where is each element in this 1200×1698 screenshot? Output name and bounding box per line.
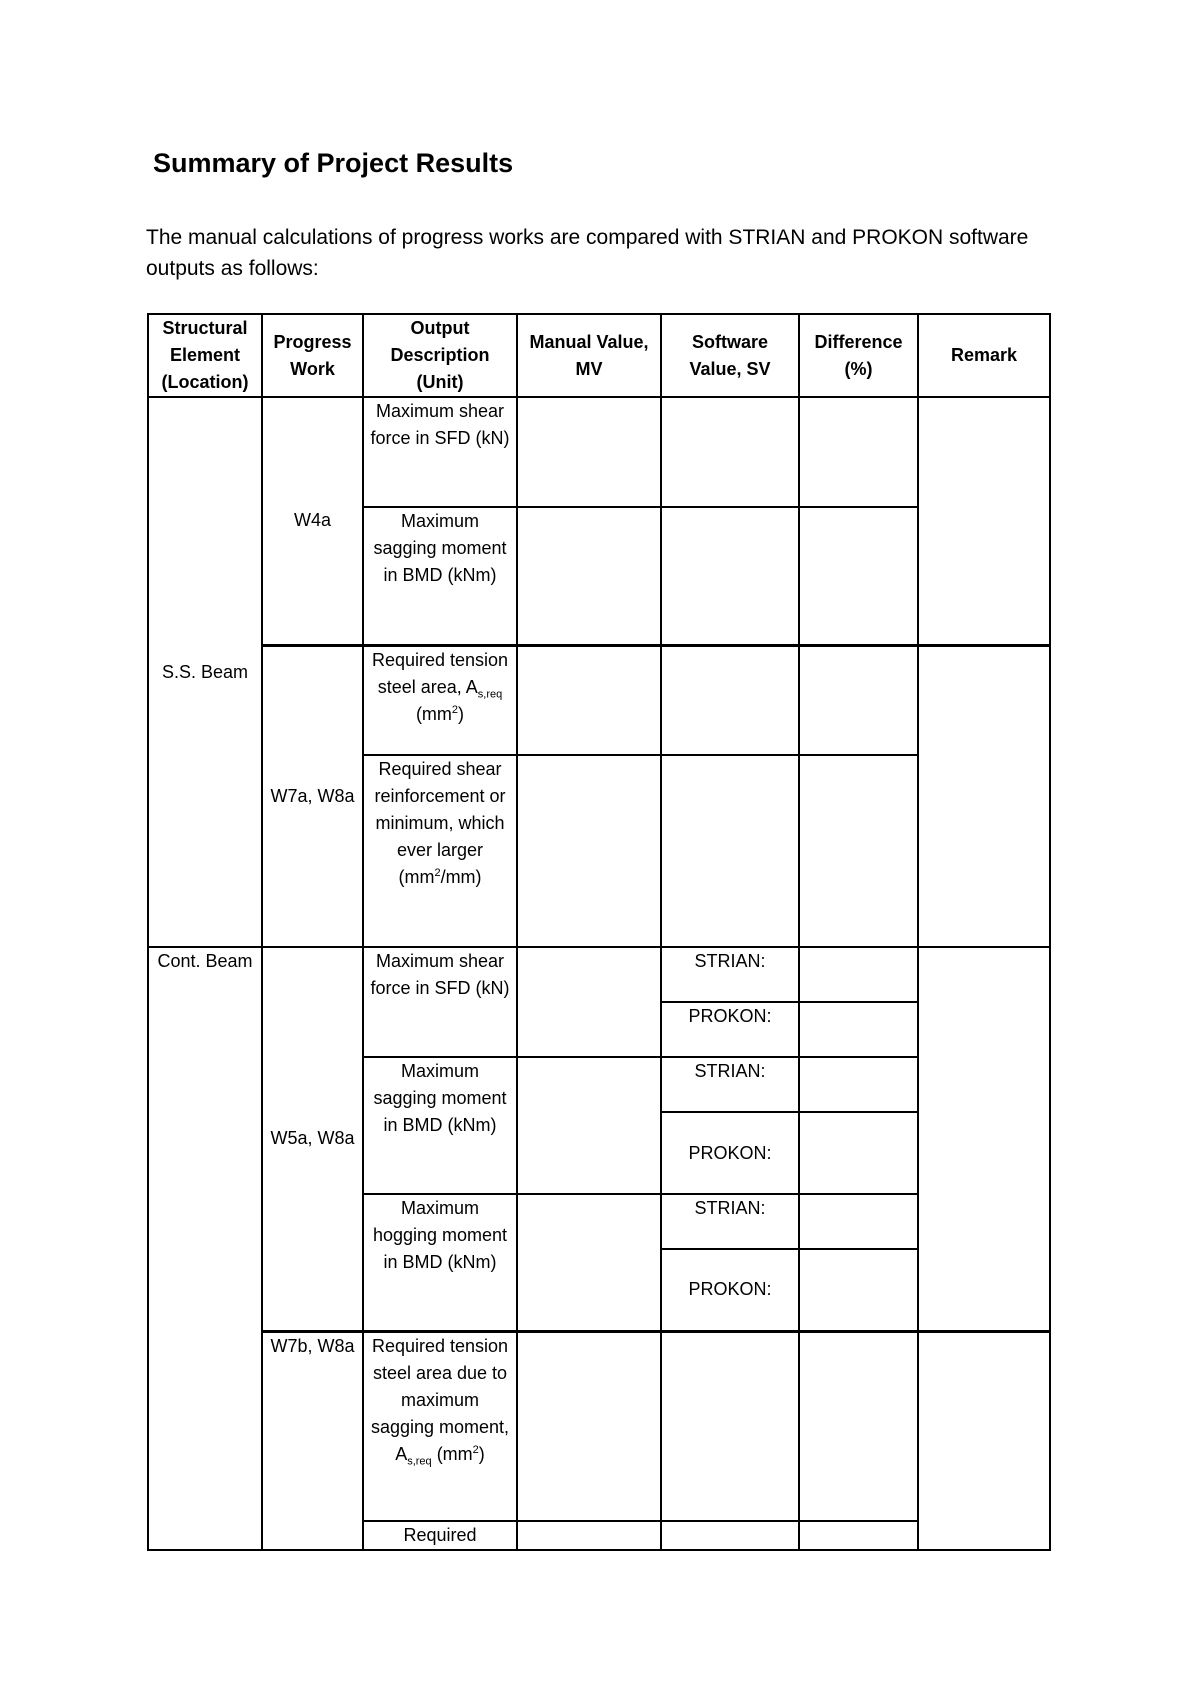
difference-cell[interactable] <box>799 1112 918 1194</box>
difference-cell[interactable] <box>799 1521 918 1550</box>
table-row <box>148 947 1050 1002</box>
output-description: Maximum sagging moment in BMD (kNm) <box>363 1057 517 1194</box>
results-table <box>147 313 1051 1551</box>
output-description: Maximum hogging moment in BMD (kNm) <box>363 1194 517 1331</box>
header-difference: Difference (%) <box>799 314 918 397</box>
tension-text: Required tension steel area, A <box>371 649 509 697</box>
page-title: Summary of Project Results <box>153 148 514 178</box>
remark-cell[interactable] <box>918 645 1050 947</box>
software-value-cell[interactable] <box>661 1521 799 1550</box>
difference-cell[interactable] <box>799 1002 918 1057</box>
work-w5a-w8a: W5a, W8a <box>262 947 363 1331</box>
software-value-cell[interactable] <box>661 755 799 947</box>
header-progress-work: Progress Work <box>262 314 363 397</box>
output-description: Maximum sagging moment in BMD (kNm) <box>363 507 517 645</box>
unit-superscript: 2 <box>472 1443 479 1456</box>
output-description: Maximum shear force in SFD (kN) <box>363 947 517 1057</box>
output-description <box>363 1331 517 1521</box>
unit-superscript: 2 <box>434 867 441 879</box>
element-cont-beam: Cont. Beam <box>148 947 262 1550</box>
table-row <box>148 645 1050 755</box>
manual-value-cell[interactable] <box>517 755 661 947</box>
difference-cell[interactable] <box>799 1331 918 1521</box>
tension-text: Required tension steel area due to maximum sagging moment, A <box>370 1335 510 1464</box>
unit-text: (mm <box>398 867 435 887</box>
unit-end: /mm) <box>440 867 482 887</box>
header-software-value: Software Value, SV <box>661 314 799 397</box>
difference-cell[interactable] <box>799 755 918 947</box>
difference-cell[interactable] <box>799 1194 918 1249</box>
difference-cell[interactable] <box>799 1249 918 1331</box>
header-remark: Remark <box>918 314 1050 397</box>
unit-text: (mm <box>415 703 452 724</box>
manual-value-cell[interactable] <box>517 507 661 645</box>
unit-end: ) <box>478 1443 485 1464</box>
intro-paragraph: The manual calculations of progress works are compared with STRIAN and PROKON software outputs as follows: <box>146 226 1029 280</box>
output-description <box>363 645 517 755</box>
unit-end: ) <box>458 703 465 724</box>
manual-value-cell[interactable] <box>517 1521 661 1550</box>
output-description: Maximum shear force in SFD (kN) <box>363 397 517 507</box>
difference-cell[interactable] <box>799 947 918 1002</box>
remark-cell[interactable] <box>918 947 1050 1331</box>
manual-value-cell[interactable] <box>517 1194 661 1331</box>
software-value-cell[interactable] <box>661 397 799 507</box>
difference-cell[interactable] <box>799 397 918 507</box>
software-strian-label: STRIAN: <box>661 1057 799 1112</box>
header-manual-value: Manual Value, MV <box>517 314 661 397</box>
element-ss-beam: S.S. Beam <box>148 397 262 947</box>
header-structural-element: Structural Element (Location) <box>148 314 262 397</box>
tension-subscript: s,req <box>407 1455 432 1468</box>
unit-text: (mm <box>436 1443 473 1464</box>
manual-value-cell[interactable] <box>517 1331 661 1521</box>
output-description: Required <box>363 1521 517 1550</box>
header-row <box>148 314 1050 397</box>
software-prokon-label: PROKON: <box>661 1249 799 1331</box>
software-value-cell[interactable] <box>661 1331 799 1521</box>
unit-superscript: 2 <box>451 703 459 716</box>
work-w4a: W4a <box>262 397 363 645</box>
difference-cell[interactable] <box>799 645 918 755</box>
output-description <box>363 755 517 947</box>
tension-subscript: s,req <box>477 688 503 701</box>
manual-value-cell[interactable] <box>517 397 661 507</box>
header-output-description: Output Description (Unit) <box>363 314 517 397</box>
software-value-cell[interactable] <box>661 507 799 645</box>
software-prokon-label: PROKON: <box>661 1002 799 1057</box>
table-row <box>148 1331 1050 1521</box>
manual-value-cell[interactable] <box>517 1057 661 1194</box>
software-strian-label: STRIAN: <box>661 1194 799 1249</box>
software-strian-label: STRIAN: <box>661 947 799 1002</box>
remark-cell[interactable] <box>918 397 1050 645</box>
table-row <box>148 397 1050 507</box>
difference-cell[interactable] <box>799 1057 918 1112</box>
software-value-cell[interactable] <box>661 645 799 755</box>
manual-value-cell[interactable] <box>517 947 661 1057</box>
work-w7a-w8a: W7a, W8a <box>262 645 363 947</box>
manual-value-cell[interactable] <box>517 645 661 755</box>
difference-cell[interactable] <box>799 507 918 645</box>
work-w7b-w8a: W7b, W8a <box>262 1331 363 1550</box>
shear-reinf-text: Required shear reinforcement or minimum, which ever larger <box>374 759 506 860</box>
remark-cell[interactable] <box>918 1331 1050 1550</box>
software-prokon-label: PROKON: <box>661 1112 799 1194</box>
